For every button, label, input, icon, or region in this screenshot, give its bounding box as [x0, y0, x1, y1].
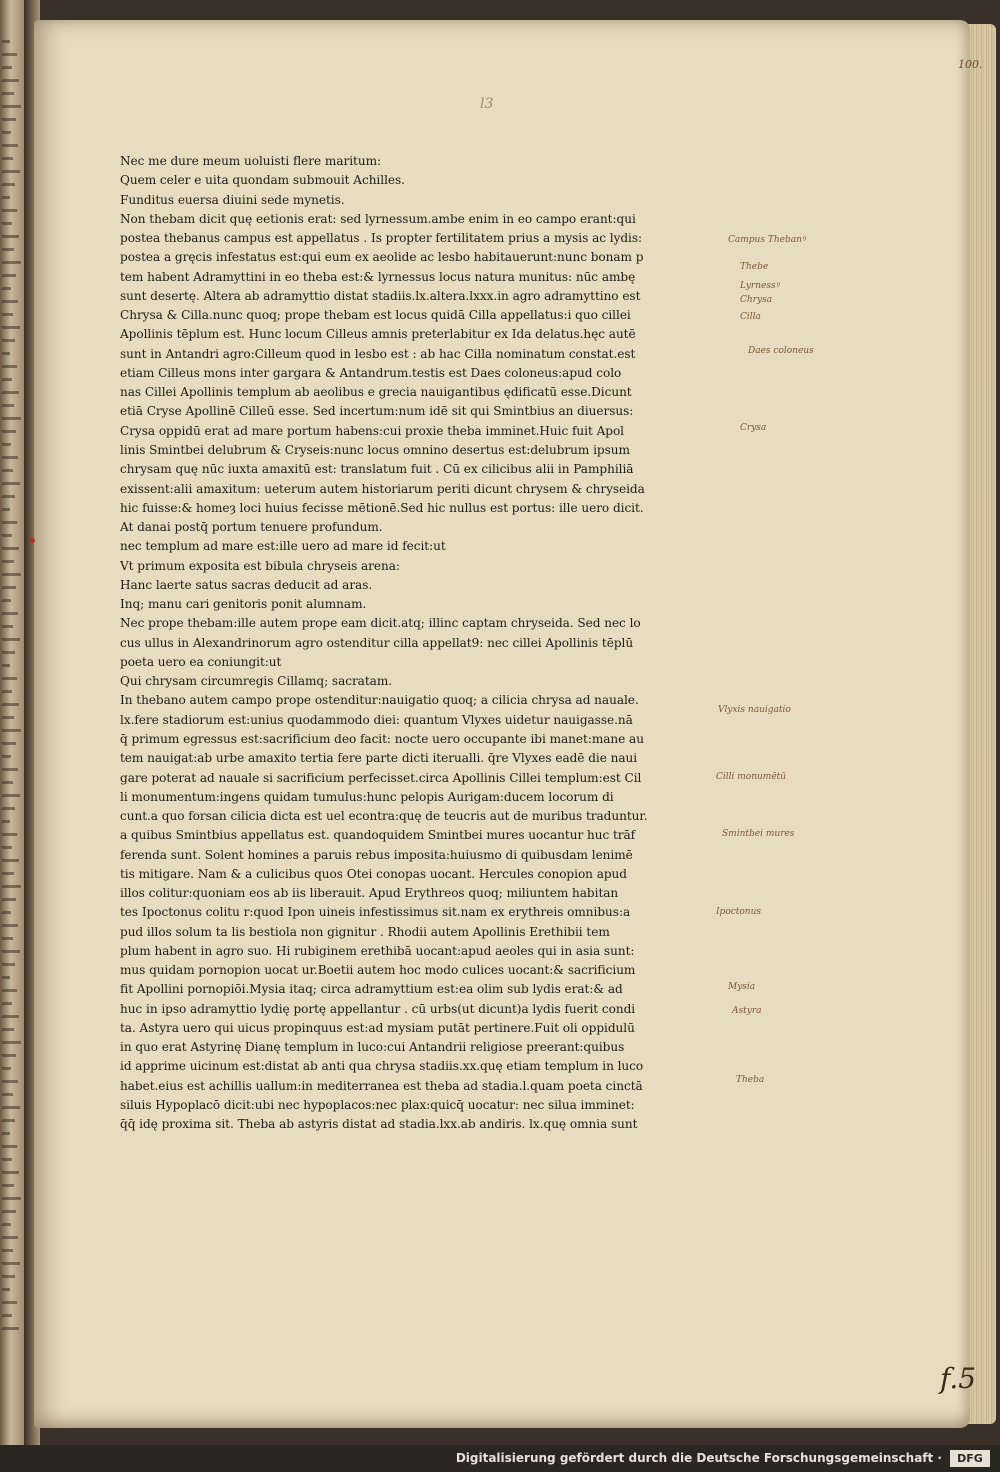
- text-line: sunt desertę. Altera ab adramyttio distat stadiis.lx.altera.lxxx.in agro adramyttino est: [120, 288, 641, 303]
- text-line: q̄q̄ idę proxima sit. Theba ab astyris distat ad stadia.lxx.ab andiris. lx.quę omnia sunt: [120, 1117, 638, 1132]
- red-ink-dot: [30, 538, 35, 543]
- text-line: id apprime uicinum est:distat ab anti qua chrysa stadiis.xx.quę etiam templum in luco: [120, 1059, 644, 1074]
- text-line: Nec prope thebam:ille autem prope eam dicit.atq; illinc captam chryseida. Sed nec lo: [120, 616, 641, 631]
- text-line: pud illos solum ta lis bestiola non gignitur . Rhodii autem Apollinis Erethibii tem: [120, 924, 610, 939]
- marginal-note: Cilli monumētū: [716, 772, 787, 782]
- text-line: poeta uero ea coniungit:ut: [120, 654, 282, 669]
- text-line: chrysam quę nūc iuxta amaxitū est: translatum fuit . Cū ex cilicibus alii in Pamphiliā: [120, 462, 634, 477]
- text-line: gare poterat ad nauale si sacrificium perfecisset.circa Apollinis Cillei templum:est Cil: [120, 770, 642, 785]
- marginal-note: Crysa: [740, 423, 767, 433]
- text-line: tem habent Adramyttini in eo theba est:& lyrnessus locus natura munitus: nūc ambę: [120, 269, 636, 284]
- funding-credit: Digitalisierung gefördert durch die Deutsche Forschungsgemeinschaft ·: [455, 1451, 942, 1465]
- text-line: nas Cillei Apollinis templum ab aeolibus e grecia nauigantibus ędificatū esse.Dicunt: [120, 385, 632, 400]
- text-line: li monumentum:ingens quidam tumulus:hunc pelopis Aurigam:ducem locorum di: [120, 789, 614, 804]
- text-line: plum habent in agro suo. Hi rubiginem erethibā uocant:apud aeoles qui in asia sunt:: [120, 943, 635, 958]
- text-line: q̄ primum egressus est:sacrificium deo facit: nocte uero occupante ibi manet:mane au: [120, 731, 644, 746]
- text-line: cunt.a quo forsan cilicia dicta est uel econtra:quę de teucris aut de muribus traduntur.: [120, 809, 648, 824]
- marginal-note: Vlyxis nauigatio: [718, 705, 791, 715]
- marginal-note: Lyrnessꝰ: [740, 281, 780, 291]
- marginal-note: Chrysa: [740, 295, 773, 305]
- text-line: mus quidam pornopion uocat ur.Boetii autem hoc modo culices uocant:& sacrificium: [120, 963, 636, 978]
- text-line: illos colitur:quoniam eos ab iis liberauit. Apud Erythreos quoq; miliuntem habitan: [120, 886, 619, 901]
- marginal-note: Astyra: [732, 1006, 762, 1016]
- text-line: ta. Astyra uero qui uicus propinquus est:ad mysiam putāt pertinere.Fuit oli oppidulū: [120, 1020, 635, 1035]
- text-line: Apollinis tēplum est. Hunc locum Cilleus amnis preterlabitur ex Ida delatus.hęc autē: [120, 327, 636, 342]
- text-line: tem nauigat:ab urbe amaxito tertia fere parte dicti iterualli. q̄re Vlyxes eadē die naui: [120, 751, 638, 766]
- text-line: hic fuisse:& homeȝ loci huius fecisse mētionē.Sed hic nullus est portus: ille uero dicit.: [120, 500, 644, 515]
- text-line: cus ullus in Alexandrinorum agro ostenditur cilla appellat9: nec cillei Apollinis tēplū: [120, 635, 634, 650]
- text-line: postea a gręcis infestatus est:qui eum ex aeolide ac lesbo habitauerunt:nunc bonam p: [120, 250, 644, 265]
- text-line: Non thebam dicit quę eetionis erat: sed lyrnessum.ambe enim in eo campo erant:qui: [120, 211, 636, 226]
- text-line: postea thebanus campus est appellatus . Is propter fertilitatem prius a mysis ac lydis:: [120, 231, 643, 246]
- text-line: lx.fere stadiorum est:unius quodammodo diei: quantum Vlyxes uidetur nauigasse.nā: [120, 712, 633, 727]
- marginal-note: Campus Thebanꝰ: [728, 235, 806, 245]
- text-line: siluis Hypoplacō dicit:ubi nec hypoplacos:nec plax:quicq̄ uocatur: nec silua imminet:: [120, 1098, 635, 1113]
- text-line: Chrysa & Cilla.nunc quoq; prope thebam est locus quidā Cilla appellatus:i quo cillei: [120, 308, 631, 323]
- text-line: tis mitigare. Nam & a culicibus quos Otei conopas uocant. Hercules conopion apud: [120, 866, 627, 881]
- marginal-note: Thebe: [740, 262, 769, 272]
- signature-mark: l3: [480, 96, 494, 112]
- text-line: Nec me dure meum uoluisti flere maritum:: [120, 154, 382, 168]
- text-line: in quo erat Astyrinę Dianę templum in luco:cui Antandrii religiose preerant:quibus: [120, 1040, 625, 1055]
- text-line: linis Smintbei delubrum & Cryseis:nunc locus omnino desertus est:delubrum ipsum: [120, 442, 630, 457]
- text-line: ferenda sunt. Solent homines a paruis rebus imposita:huiusmo di quibusdam lenimē: [120, 847, 633, 862]
- text-line: Vt primum exposita est bibula chryseis arena:: [120, 558, 400, 573]
- text-line: Quem celer e uita quondam submouit Achilles.: [120, 173, 405, 188]
- marginal-note: Daes coloneus: [748, 346, 814, 356]
- marginal-note: Ipoctonus: [716, 907, 762, 917]
- text-line: Funditus euersa diuini sede mynetis.: [120, 192, 345, 207]
- text-line: Qui chrysam circumregis Cillamq; sacratam.: [120, 674, 393, 689]
- main-text-block: [120, 152, 700, 1135]
- text-line: Hanc laerte satus sacras deducit ad aras.: [120, 577, 373, 592]
- quire-mark: f.5: [940, 1362, 977, 1395]
- marginal-note: Smintbei mures: [722, 829, 795, 839]
- facing-page-text-traces: [2, 30, 22, 1410]
- text-line: habet.eius est achillis uallum:in mediterranea est theba ad stadia.l.quam poeta cinctā: [120, 1078, 643, 1093]
- text-line: fit Apollini pornopiōi.Mysia itaq; circa adramyttium est:ea olim sub lydis erat:& ad: [120, 982, 623, 997]
- text-line: etiā Cryse Apollinē Cilleū esse. Sed incertum:num idē sit qui Smintbius an diuersus:: [120, 404, 634, 419]
- text-line: Crysa oppidū erat ad mare portum habens:cui proxie theba imminet.Huic fuit Apol: [120, 423, 625, 438]
- text-line: sunt in Antandri agro:Cilleum quod in lesbo est : ab hac Cilla nominatum constat.est: [120, 346, 636, 361]
- text-line: etiam Cilleus mons inter gargara & Antandrum.testis est Daes coloneus:apud colo: [120, 365, 622, 380]
- text-line: At danai postq̄ portum tenuere profundum.: [120, 520, 383, 535]
- funding-bar: [0, 1445, 1000, 1472]
- marginal-note: Cilla: [740, 312, 761, 322]
- text-line: In thebano autem campo prope ostenditur:nauigatio quoq; a cilicia chrysa ad nauale.: [120, 693, 639, 708]
- text-line: huc in ipso adramyttio lydię portę appellantur . cū urbs(ut dicunt)a lydis fuerit condi: [120, 1001, 636, 1016]
- marginal-note: Mysia: [728, 982, 756, 992]
- marginal-note: Theba: [736, 1075, 765, 1085]
- dfg-logo: DFG: [950, 1450, 990, 1467]
- text-line: tes Ipoctonus colitu r:quod Ipon uineis infestissimus sit.nam ex erythreis omnibus:a: [120, 905, 631, 920]
- text-line: Inq; manu cari genitoris ponit alumnam.: [120, 597, 367, 612]
- folio-number: 100.: [958, 58, 983, 71]
- text-line: exissent:alii amaxitum: ueterum autem historiarum periti dicunt chrysem & chryseida: [120, 481, 645, 496]
- facing-page-edge: [0, 0, 24, 1445]
- text-line: nec templum ad mare est:ille uero ad mare id fecit:ut: [120, 539, 446, 554]
- text-line: a quibus Smintbius appellatus est. quandoquidem Smintbei mures uocantur huc trāf: [120, 828, 636, 843]
